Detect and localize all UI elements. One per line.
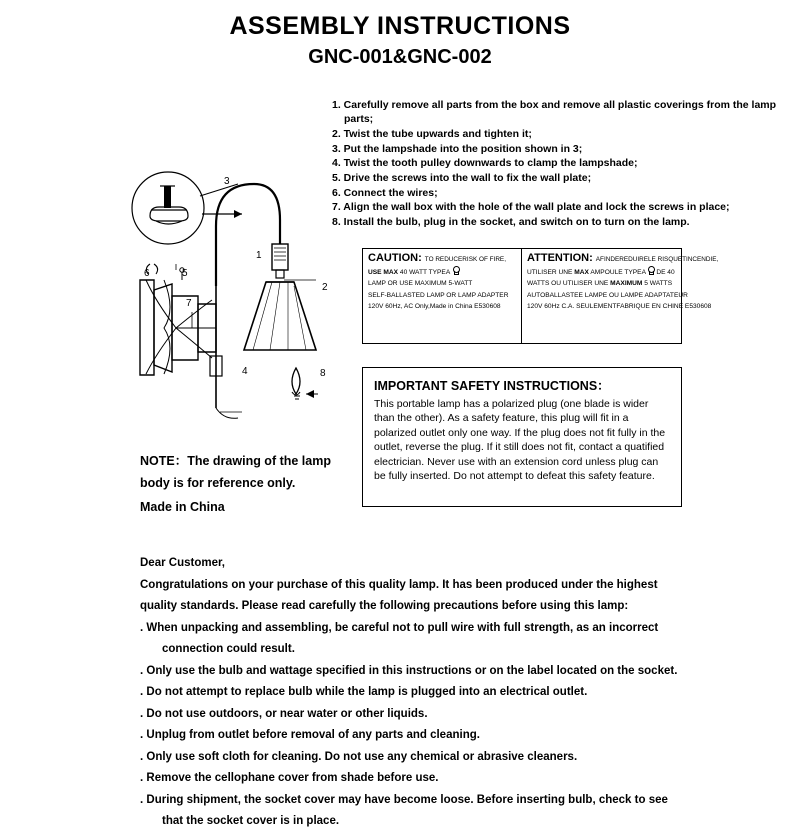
callout-6: 6 [144,268,150,279]
callout-3: 3 [224,176,230,187]
letter-intro-line1: Congratulations on your purchase of this quality lamp. It has been produced under the highest [140,578,658,591]
list-item: 1. Carefully remove all parts from the box and remove all plastic coverings from the lamp parts; [332,99,777,126]
list-item: . Only use soft cloth for cleaning. Do not use any chemical or abrasive cleaners. [140,750,578,763]
diagram-note: NOTE：The drawing of the lamp body is for reference only. [140,454,331,490]
callout-7: 7 [186,298,192,309]
attention-maximum-label: MAXIMUM [610,280,643,287]
attention-line4: 120V 60Hz C.A. SEULEMENTFABRIQUE EN CHINE E530608 [527,303,712,310]
bulb-icon [647,266,654,275]
caution-wattage: 40 WATT TYPEA [399,268,450,276]
list-item: 8. Install the bulb, plug in the socket, and switch on to turn on the lamp. [332,216,690,229]
customer-letter [140,553,780,833]
callout-5: 5 [182,268,188,279]
callout-4: 4 [242,366,248,377]
attention-bulb-watt: DE 40 [656,268,675,276]
list-item: . When unpacking and assembling, be careful not to pull wire with full strength, as an incorrect [140,621,659,634]
attention-heading: ATTENTION: [527,252,593,264]
attention-max-label: MAX [574,268,589,276]
lamp-diagram-svg [120,160,350,425]
list-item: 2. Twist the tube upwards and tighten it; [332,127,532,140]
list-item: connection could result. [162,643,295,655]
safety-body: This portable lamp has a polarized plug (one blade is wider than the other). As a safety feature, this plug will fit in a polarized outlet only one way. If the plug does not fit fully in the outlet, reverse the plug. If it still does not fit, contact a quatified electrician. Never use with an extension cord unless plug can be fully inserted. Do not attempt to defeat this safety feature. [374,398,666,483]
callout-1: 1 [256,250,262,261]
attention-use-label: UTILISER UNE [527,268,573,276]
list-item: 3. Put the lampshade into the position shown in 3; [332,142,583,155]
caution-heading: CAUTION: [368,252,422,264]
list-item: . Only use the bulb and wattage specified in this instructions or on the label located on the socket. [140,664,678,677]
attention-line2-pre: WATTS OU UTILISER UNE [527,280,609,287]
attention-bulb-type: AMPOULE TYPEA [590,268,646,276]
model-numbers: GNC-001&GNC-002 [308,46,492,68]
safety-title: IMPORTANT SAFETY INSTRUCTIONS： [374,379,610,393]
letter-intro-line2: quality standards. Please read carefully the following precautions before using this lamp: [140,600,629,612]
attention-line2-post: 5 WATTS [644,280,673,287]
made-in-label: Made in China [140,500,225,514]
list-item: . During shipment, the socket cover may have become loose. Before inserting bulb, check to see [140,793,668,806]
list-item: 4. Twist the tooth pulley downwards to clamp the lampshade; [332,157,638,170]
safety-instructions-box [362,367,682,507]
caution-subheading: TO REDUCERISK OF FIRE, [424,256,506,263]
page-title: ASSEMBLY INSTRUCTIONS [229,12,571,40]
letter-greeting: Dear Customer, [140,557,226,569]
caution-line4: 120V 60Hz, AC Only,Made in China E530608 [368,303,501,310]
list-item: . Remove the cellophane cover from shade before use. [140,772,439,784]
caution-label [362,248,719,344]
lamp-assembly-diagram [120,160,350,420]
list-item: . Do not use outdoors, or near water or other liquids. [140,707,428,720]
list-item: 5. Drive the screws into the wall to fix the wall plate; [332,172,592,185]
attention-subheading: AFINDEREDUIRELE RISQUETINCENDIE, [595,256,719,263]
list-item: that the socket cover is in place. [162,815,340,827]
caution-line3: SELF-BALLASTED LAMP OR LAMP ADAPTER [368,291,509,299]
callout-8: 8 [320,368,326,379]
caution-use-label: USE [368,268,382,276]
list-item: 7. Align the wall box with the hole of the wall plate and lock the screws in place; [332,201,730,214]
list-item: . Do not attempt to replace bulb while the lamp is plugged into an electrical outlet. [140,686,588,698]
caution-english [363,249,522,343]
attention-line3: AUTOBALLASTEE LAMPE OU LAMPE ADAPTATEUR [527,291,688,299]
list-item: 6. Connect the wires; [332,186,438,199]
callout-2: 2 [322,282,328,293]
caution-line2: LAMP OR USE MAXIMUM 5-WATT [368,280,473,287]
list-item: . Unplug from outlet before removal of any parts and cleaning. [140,729,480,741]
bulb-icon [452,266,459,275]
assembly-steps-list [332,98,792,230]
caution-french [522,249,719,343]
caution-max-label: MAX [383,268,399,276]
